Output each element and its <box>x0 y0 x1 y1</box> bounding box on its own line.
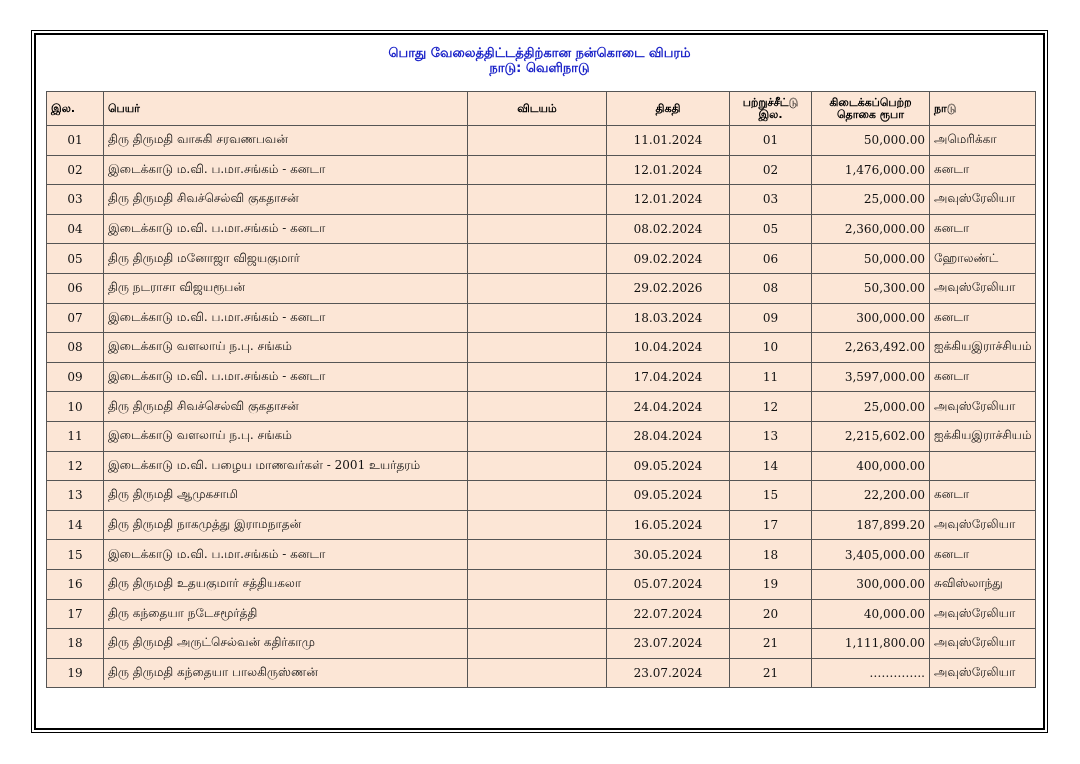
cell-amount: 50,000.00 <box>812 244 930 274</box>
header-country: நாடு <box>930 92 1036 126</box>
cell-name: திரு திருமதி உதயகுமார் சத்தியகலா <box>104 569 468 599</box>
table-row <box>47 392 1036 422</box>
cell-amount: 300,000.00 <box>812 569 930 599</box>
cell-country: அமெரிக்கா <box>930 126 1036 156</box>
cell-name: இடைக்காடு ம.வி. ப.மா.சங்கம் - கனடா <box>104 214 468 244</box>
cell-amount: 3,597,000.00 <box>812 362 930 392</box>
cell-name: திரு நடராசா விஜயரூபன் <box>104 273 468 303</box>
header-amount-line2: தொகை ரூபா <box>837 107 904 121</box>
table-row <box>47 303 1036 333</box>
cell-country: கனடா <box>930 362 1036 392</box>
header-amount-line1: கிடைக்கப்பெற்ற <box>829 95 912 109</box>
header-name: பெயர் <box>104 92 468 126</box>
cell-subject <box>468 244 607 274</box>
table-row <box>47 481 1036 511</box>
cell-name: இடைக்காடு ம.வி. ப.மா.சங்கம் - கனடா <box>104 362 468 392</box>
table-row <box>47 510 1036 540</box>
table-row <box>47 629 1036 659</box>
cell-name: திரு திருமதி ஆமுகசாமி <box>104 481 468 511</box>
cell-amount: 1,111,800.00 <box>812 629 930 659</box>
cell-amount: 2,215,602.00 <box>812 421 930 451</box>
cell-receipt: 17 <box>730 510 812 540</box>
cell-name: இடைக்காடு ம.வி. பழைய மாணவர்கள் - 2001 உயர்தரம் <box>104 451 468 481</box>
cell-subject <box>468 362 607 392</box>
cell-name: திரு திருமதி மனோஜா விஜயகுமார் <box>104 244 468 274</box>
header-date: திகதி <box>607 92 730 126</box>
cell-name: இடைக்காடு வளலாய் ந.பு. சங்கம் <box>104 333 468 363</box>
cell-date: 09.05.2024 <box>607 451 730 481</box>
cell-amount: 2,360,000.00 <box>812 214 930 244</box>
cell-date: 18.03.2024 <box>607 303 730 333</box>
table-row <box>47 333 1036 363</box>
cell-country: கனடா <box>930 155 1036 185</box>
cell-date: 30.05.2024 <box>607 540 730 570</box>
cell-name: திரு திருமதி சிவச்செல்வி குகதாசன் <box>104 185 468 215</box>
cell-no: 08 <box>47 333 104 363</box>
header-amount <box>812 92 930 126</box>
table-row <box>47 421 1036 451</box>
cell-name: இடைக்காடு ம.வி. ப.மா.சங்கம் - கனடா <box>104 155 468 185</box>
header-receipt-line1: பற்றுச்சீட்டு <box>742 95 799 109</box>
table-row <box>47 658 1036 688</box>
cell-subject <box>468 392 607 422</box>
cell-receipt: 21 <box>730 658 812 688</box>
cell-no: 10 <box>47 392 104 422</box>
cell-no: 02 <box>47 155 104 185</box>
cell-amount: 50,300.00 <box>812 273 930 303</box>
cell-amount: 25,000.00 <box>812 185 930 215</box>
title-line-1: பொது வேலைத்திட்டத்திற்கான நன்கொடை விபரம் <box>388 46 691 61</box>
cell-receipt: 02 <box>730 155 812 185</box>
header-receipt-line2: இல. <box>758 107 783 121</box>
cell-name: இடைக்காடு ம.வி. ப.மா.சங்கம் - கனடா <box>104 303 468 333</box>
cell-receipt: 03 <box>730 185 812 215</box>
cell-no: 16 <box>47 569 104 599</box>
cell-date: 12.01.2024 <box>607 185 730 215</box>
cell-country: ஐக்கியஇராச்சியம் <box>930 333 1036 363</box>
cell-date: 23.07.2024 <box>607 629 730 659</box>
cell-country: அவுஸ்ரேலியா <box>930 658 1036 688</box>
cell-receipt: 20 <box>730 599 812 629</box>
table-row <box>47 540 1036 570</box>
cell-date: 29.02.2026 <box>607 273 730 303</box>
cell-country: அவுஸ்ரேலியா <box>930 185 1036 215</box>
cell-subject <box>468 303 607 333</box>
cell-country: சுவிஸ்லாந்து <box>930 569 1036 599</box>
table-row <box>47 451 1036 481</box>
cell-name: திரு திருமதி சிவச்செல்வி குகதாசன் <box>104 392 468 422</box>
cell-amount: 300,000.00 <box>812 303 930 333</box>
cell-amount: 187,899.20 <box>812 510 930 540</box>
cell-no: 05 <box>47 244 104 274</box>
cell-country: அவுஸ்ரேலியா <box>930 599 1036 629</box>
donation-table <box>46 91 1036 688</box>
cell-date: 10.04.2024 <box>607 333 730 363</box>
cell-subject <box>468 273 607 303</box>
cell-subject <box>468 333 607 363</box>
cell-receipt: 14 <box>730 451 812 481</box>
cell-date: 24.04.2024 <box>607 392 730 422</box>
cell-name: இடைக்காடு வளலாய் ந.பு. சங்கம் <box>104 421 468 451</box>
header-subject: விடயம் <box>468 92 607 126</box>
cell-receipt: 12 <box>730 392 812 422</box>
cell-subject <box>468 510 607 540</box>
cell-no: 03 <box>47 185 104 215</box>
cell-date: 22.07.2024 <box>607 599 730 629</box>
cell-no: 04 <box>47 214 104 244</box>
cell-name: திரு திருமதி கந்தையா பாலகிருஸ்ணன் <box>104 658 468 688</box>
cell-amount: 3,405,000.00 <box>812 540 930 570</box>
cell-no: 13 <box>47 481 104 511</box>
header-no: இல. <box>47 92 104 126</box>
cell-subject <box>468 569 607 599</box>
cell-amount: ………….. <box>812 658 930 688</box>
cell-amount: 40,000.00 <box>812 599 930 629</box>
cell-subject <box>468 214 607 244</box>
cell-country: கனடா <box>930 481 1036 511</box>
cell-no: 12 <box>47 451 104 481</box>
cell-name: திரு திருமதி அருட்செல்வன் கதிர்காமு <box>104 629 468 659</box>
table-row <box>47 273 1036 303</box>
table-row <box>47 214 1036 244</box>
table-row <box>47 244 1036 274</box>
cell-no: 18 <box>47 629 104 659</box>
cell-date: 28.04.2024 <box>607 421 730 451</box>
cell-subject <box>468 155 607 185</box>
table-row <box>47 599 1036 629</box>
table-row <box>47 126 1036 156</box>
cell-receipt: 15 <box>730 481 812 511</box>
cell-no: 14 <box>47 510 104 540</box>
cell-no: 09 <box>47 362 104 392</box>
cell-subject <box>468 658 607 688</box>
cell-country <box>930 451 1036 481</box>
cell-subject <box>468 451 607 481</box>
table-row <box>47 362 1036 392</box>
table-header-row <box>47 92 1036 126</box>
cell-country: அவுஸ்ரேலியா <box>930 510 1036 540</box>
cell-subject <box>468 185 607 215</box>
cell-no: 01 <box>47 126 104 156</box>
cell-subject <box>468 599 607 629</box>
cell-date: 12.01.2024 <box>607 155 730 185</box>
cell-subject <box>468 540 607 570</box>
document-title <box>34 46 1045 76</box>
cell-receipt: 11 <box>730 362 812 392</box>
cell-amount: 25,000.00 <box>812 392 930 422</box>
table-row <box>47 569 1036 599</box>
cell-receipt: 10 <box>730 333 812 363</box>
cell-receipt: 01 <box>730 126 812 156</box>
cell-date: 05.07.2024 <box>607 569 730 599</box>
table-row <box>47 185 1036 215</box>
cell-country: ஹோலண்ட் <box>930 244 1036 274</box>
cell-subject <box>468 629 607 659</box>
cell-receipt: 09 <box>730 303 812 333</box>
cell-country: ஐக்கியஇராச்சியம் <box>930 421 1036 451</box>
cell-receipt: 19 <box>730 569 812 599</box>
cell-country: கனடா <box>930 540 1036 570</box>
cell-date: 11.01.2024 <box>607 126 730 156</box>
cell-subject <box>468 481 607 511</box>
cell-date: 17.04.2024 <box>607 362 730 392</box>
cell-date: 08.02.2024 <box>607 214 730 244</box>
cell-amount: 1,476,000.00 <box>812 155 930 185</box>
title-line-2: நாடு: வெளிநாடு <box>489 61 590 76</box>
cell-country: கனடா <box>930 214 1036 244</box>
cell-name: திரு கந்தையா நடேசமூர்த்தி <box>104 599 468 629</box>
cell-no: 07 <box>47 303 104 333</box>
cell-country: அவுஸ்ரேலியா <box>930 392 1036 422</box>
cell-receipt: 21 <box>730 629 812 659</box>
header-receipt <box>730 92 812 126</box>
cell-receipt: 13 <box>730 421 812 451</box>
cell-receipt: 08 <box>730 273 812 303</box>
cell-name: திரு திருமதி வாசுகி சரவணபவன் <box>104 126 468 156</box>
cell-no: 17 <box>47 599 104 629</box>
cell-amount: 2,263,492.00 <box>812 333 930 363</box>
cell-date: 23.07.2024 <box>607 658 730 688</box>
cell-receipt: 06 <box>730 244 812 274</box>
cell-amount: 50,000.00 <box>812 126 930 156</box>
cell-date: 16.05.2024 <box>607 510 730 540</box>
table-body <box>47 126 1036 688</box>
cell-country: அவுஸ்ரேலியா <box>930 273 1036 303</box>
cell-subject <box>468 421 607 451</box>
cell-name: திரு திருமதி நாகமுத்து இராமநாதன் <box>104 510 468 540</box>
cell-no: 06 <box>47 273 104 303</box>
cell-no: 19 <box>47 658 104 688</box>
cell-name: இடைக்காடு ம.வி. ப.மா.சங்கம் - கனடா <box>104 540 468 570</box>
cell-amount: 400,000.00 <box>812 451 930 481</box>
cell-no: 11 <box>47 421 104 451</box>
cell-date: 09.02.2024 <box>607 244 730 274</box>
cell-country: கனடா <box>930 303 1036 333</box>
cell-receipt: 18 <box>730 540 812 570</box>
cell-subject <box>468 126 607 156</box>
cell-date: 09.05.2024 <box>607 481 730 511</box>
cell-amount: 22,200.00 <box>812 481 930 511</box>
cell-no: 15 <box>47 540 104 570</box>
cell-receipt: 05 <box>730 214 812 244</box>
cell-country: அவுஸ்ரேலியா <box>930 629 1036 659</box>
table-row <box>47 155 1036 185</box>
